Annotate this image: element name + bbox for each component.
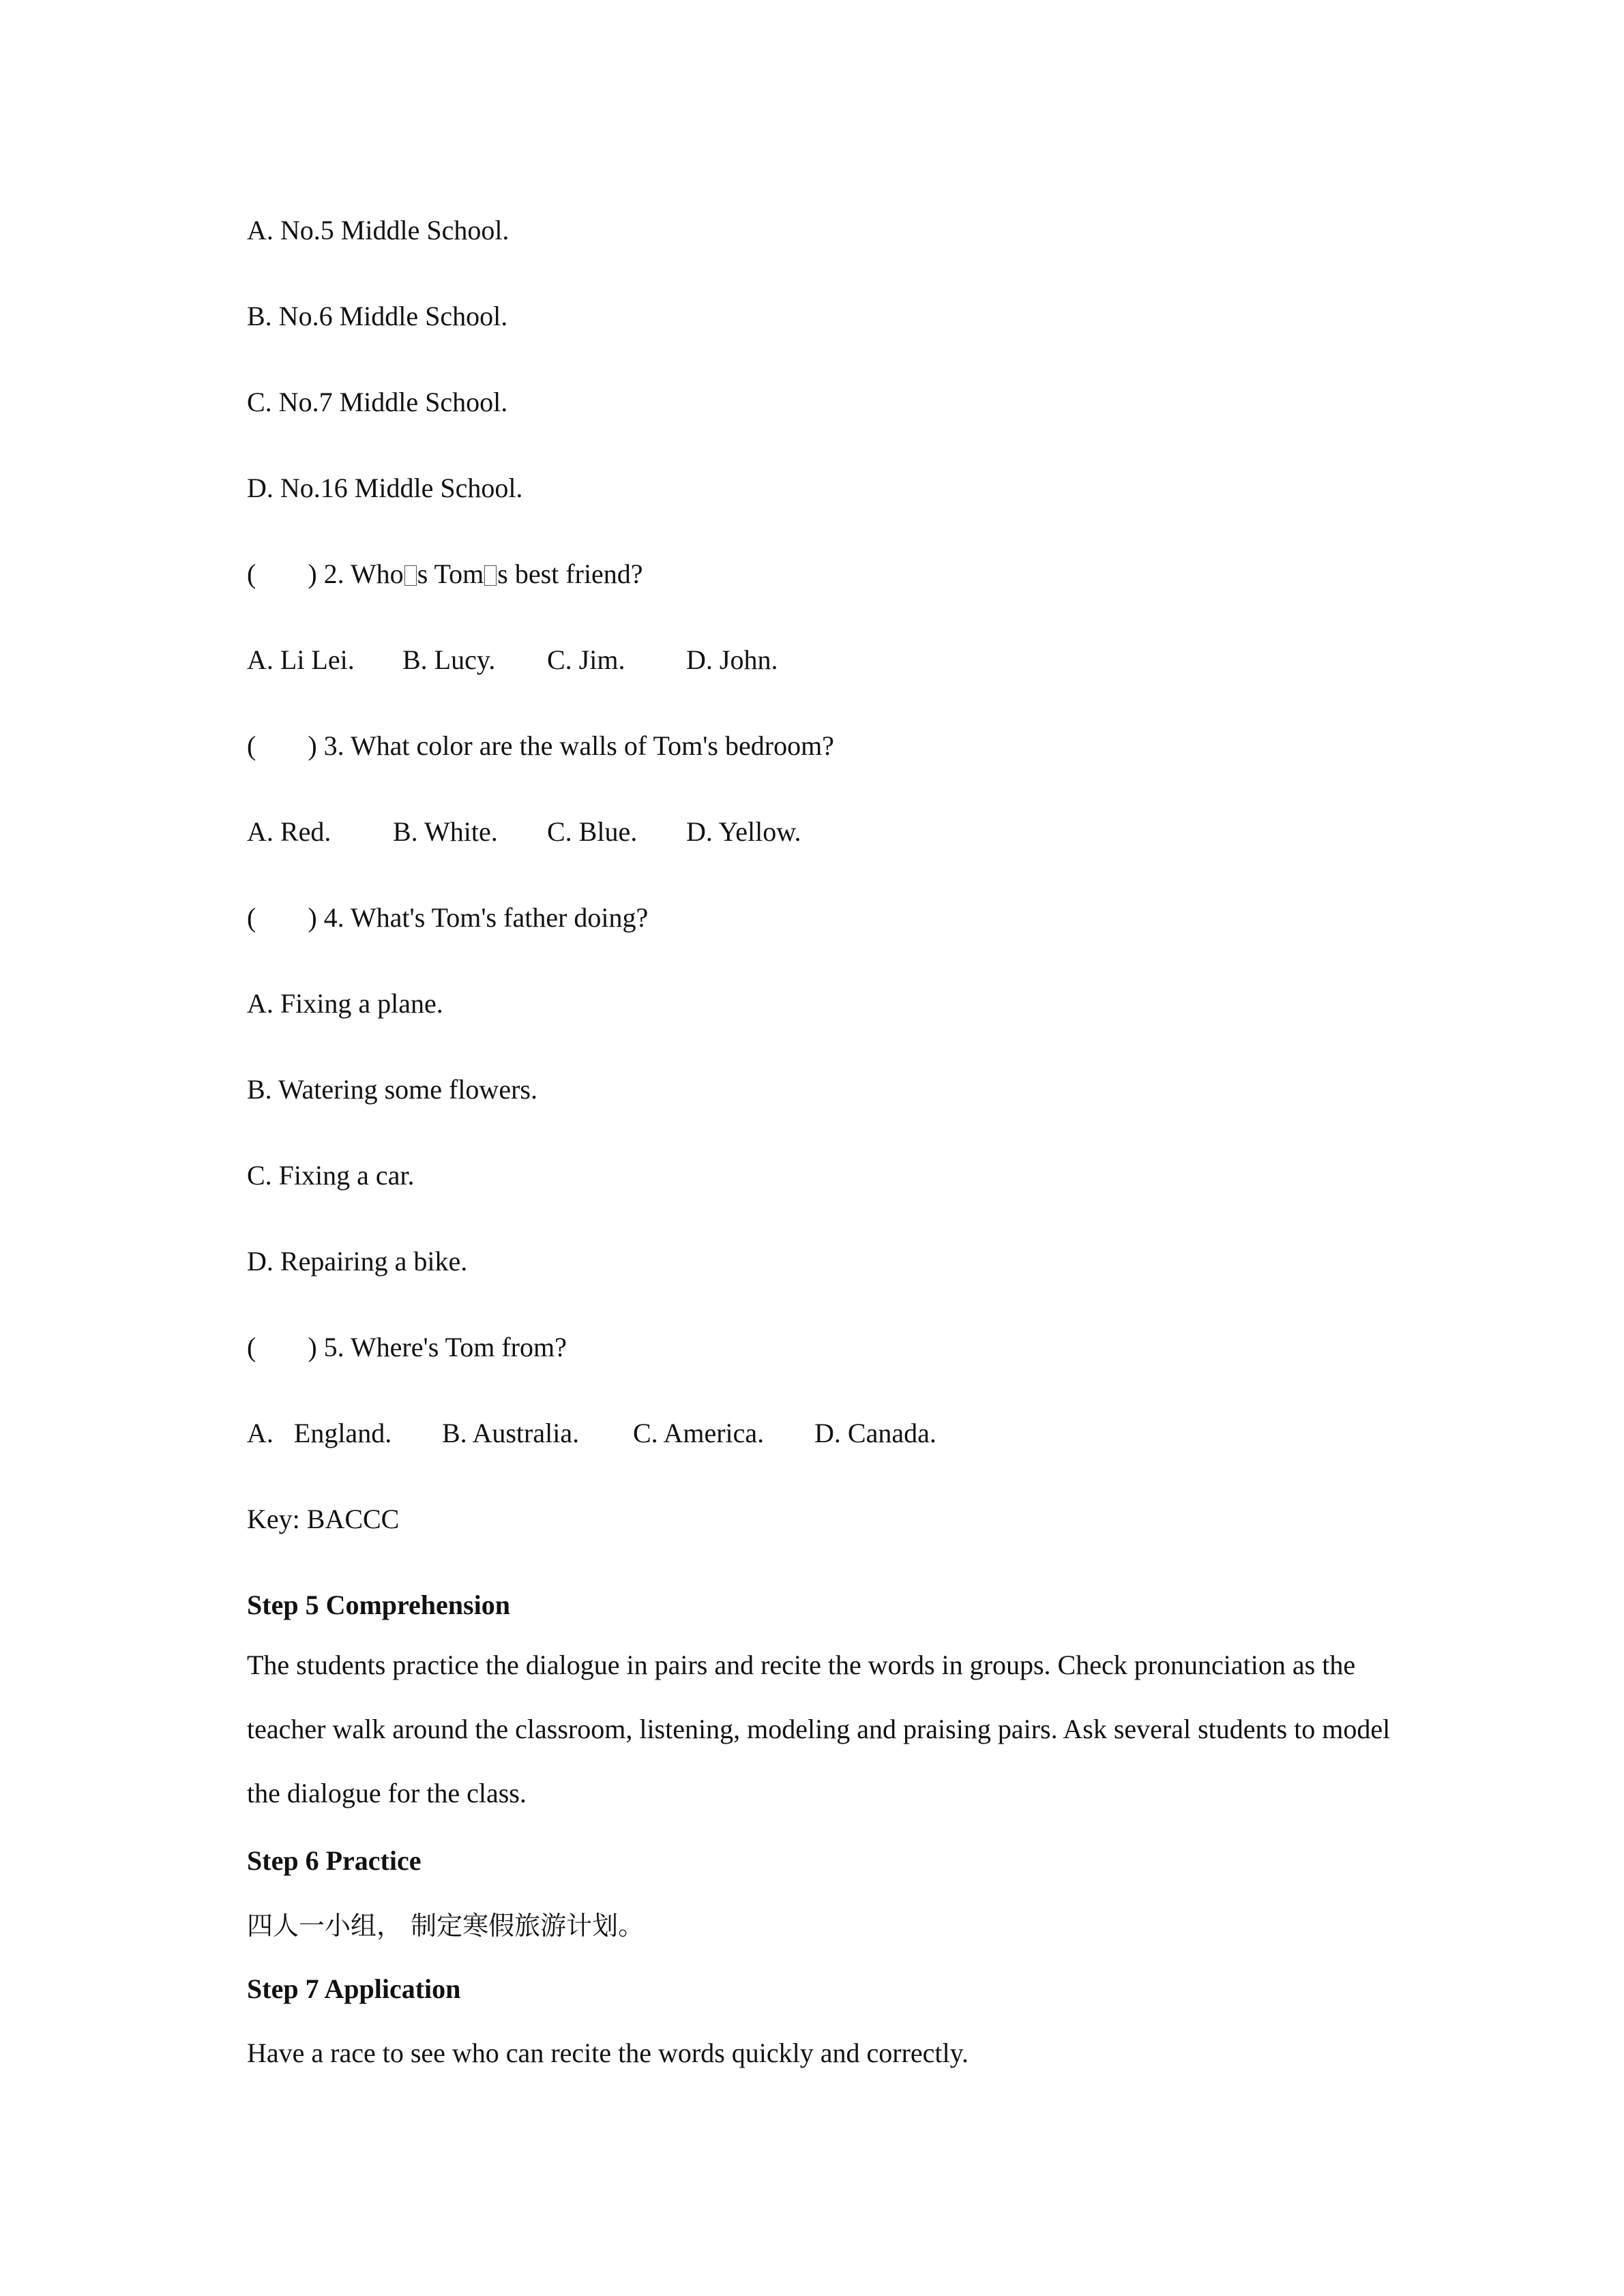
q3-question-text: ) 3. What color are the walls of Tom's bedroom?: [308, 730, 834, 761]
q4-option-b: B. Watering some flowers.: [247, 1074, 537, 1105]
q4-question: [247, 901, 648, 934]
q3-option-a: A. Red.: [247, 816, 331, 847]
step6-heading: Step 6 Practice: [247, 1845, 422, 1876]
q3-option-d: D. Yellow.: [686, 816, 801, 847]
q2-option-a: A. Li Lei.: [247, 644, 355, 675]
q2-open-paren: (: [247, 558, 256, 589]
q4-option-d: D. Repairing a bike.: [247, 1246, 468, 1277]
q4-question-text: ) 4. What's Tom's father doing?: [308, 902, 649, 933]
q2-question: [247, 558, 643, 591]
q5-option-b: B. Australia.: [442, 1418, 580, 1448]
q2-option-c: C. Jim.: [547, 644, 625, 675]
q3-options: [247, 816, 1065, 848]
q5-option-d: D. Canada.: [814, 1418, 936, 1448]
q5-question-text: ) 5. Where's Tom from?: [308, 1332, 567, 1362]
q2-question-mid: s Tom: [417, 558, 484, 589]
q1-option-d: D. No.16 Middle School.: [247, 473, 523, 503]
q3-open-paren: (: [247, 730, 256, 761]
missing-glyph-box: [404, 565, 417, 586]
q2-option-d: D. John.: [686, 644, 778, 675]
answer-key: Key: BACCC: [247, 1504, 400, 1534]
q4-option-c: C. Fixing a car.: [247, 1160, 415, 1191]
q3-option-b: B. White.: [393, 816, 498, 847]
q2-question-end: s best friend?: [497, 558, 643, 589]
q5-open-paren: (: [247, 1332, 256, 1362]
q5-option-c: C. America.: [633, 1418, 765, 1448]
q5-option-a: A. England.: [247, 1418, 392, 1448]
step6-text: 四人一小组， 制定寒假旅游计划。: [247, 1911, 645, 1941]
q3-option-c: C. Blue.: [547, 816, 638, 847]
q4-open-paren: (: [247, 902, 256, 933]
q3-question: [247, 730, 834, 762]
q1-option-c: C. No.7 Middle School.: [247, 387, 508, 417]
q1-option-a: A. No.5 Middle School.: [247, 215, 510, 245]
q5-options: [247, 1417, 1202, 1450]
q2-option-b: B. Lucy.: [402, 644, 496, 675]
step7-text: Have a race to see who can recite the words quickly and correctly.: [247, 2038, 969, 2068]
q4-option-a: A. Fixing a plane.: [247, 988, 443, 1019]
q2-options: [247, 644, 1065, 676]
q5-question: [247, 1331, 567, 1364]
q2-question-start: ) 2. Who: [308, 558, 404, 589]
step5-paragraph: The students practice the dialogue in pairs and recite the words in groups. Check pronunciation as the teacher walk around the classroom, listening, modeling and praising pairs. Ask several students to model the dialogue for the class.: [247, 1650, 1391, 1808]
q1-option-b: B. No.6 Middle School.: [247, 301, 508, 331]
missing-glyph-box: [484, 565, 497, 586]
step5-heading: Step 5 Comprehension: [247, 1590, 510, 1620]
step7-heading: Step 7 Application: [247, 1973, 461, 2004]
